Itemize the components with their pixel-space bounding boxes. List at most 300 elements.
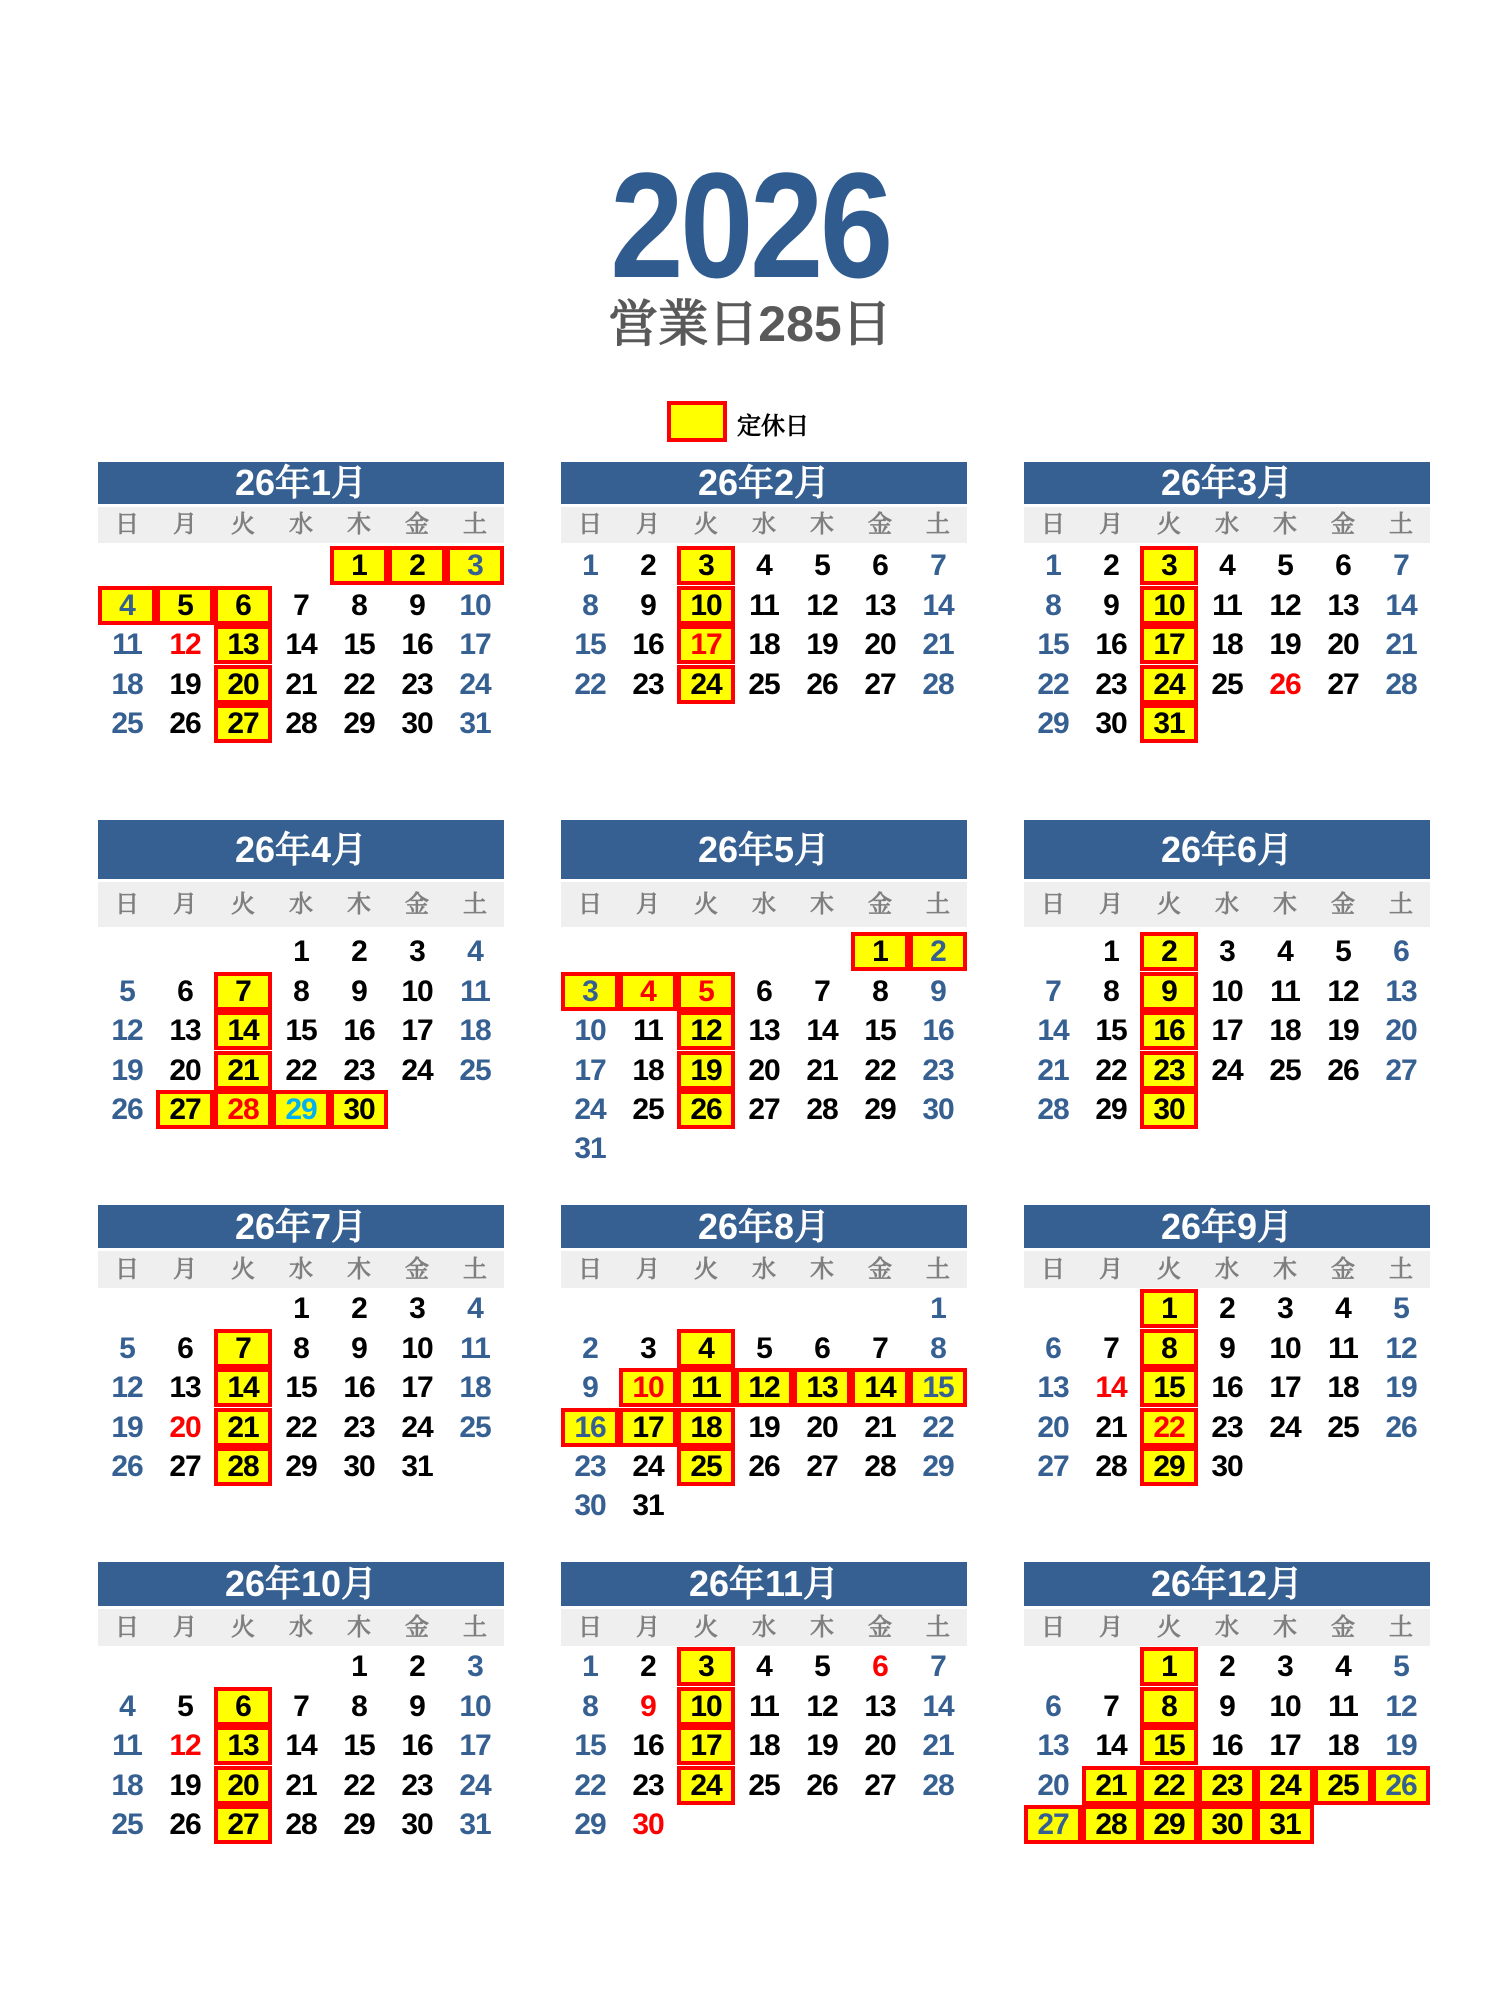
day-cell: 30 bbox=[1095, 706, 1127, 740]
day-cell: 30 bbox=[632, 1807, 664, 1841]
weekday-header-row bbox=[98, 1251, 504, 1288]
day-cell: 18 bbox=[748, 1729, 780, 1763]
closed-day-cell: 14 bbox=[851, 1368, 909, 1407]
day-cell: 8 bbox=[582, 588, 598, 622]
day-cell: 4 bbox=[119, 1689, 135, 1723]
day-cell: 24 bbox=[459, 1768, 491, 1802]
day-cell: 31 bbox=[574, 1132, 606, 1166]
day-cell: 21 bbox=[922, 1729, 954, 1763]
month-title: 26年7月 bbox=[98, 1205, 504, 1248]
day-cell: 25 bbox=[1269, 1053, 1301, 1087]
closed-day-cell: 13 bbox=[214, 1726, 272, 1765]
day-cell: 5 bbox=[814, 1650, 830, 1684]
day-cell: 19 bbox=[1385, 1729, 1417, 1763]
day-cell: 4 bbox=[756, 1650, 772, 1684]
day-cell: 19 bbox=[1385, 1371, 1417, 1405]
day-cell: 19 bbox=[111, 1053, 143, 1087]
day-cell: 5 bbox=[177, 1689, 193, 1723]
day-cell: 15 bbox=[574, 628, 606, 662]
day-cell: 14 bbox=[1385, 588, 1417, 622]
day-cell: 25 bbox=[748, 1768, 780, 1802]
day-cell: 11 bbox=[633, 1014, 663, 1048]
day-cell: 27 bbox=[806, 1449, 838, 1483]
day-cell: 14 bbox=[285, 628, 317, 662]
day-cell: 4 bbox=[467, 935, 483, 969]
weekday-label: 水 bbox=[289, 511, 313, 538]
day-cell: 29 bbox=[1037, 706, 1069, 740]
day-cell: 31 bbox=[632, 1489, 664, 1523]
closed-day-cell: 3 bbox=[677, 546, 735, 585]
weekday-label: 土 bbox=[1389, 891, 1413, 918]
closed-day-cell: 9 bbox=[1140, 972, 1198, 1011]
day-cell: 16 bbox=[1211, 1371, 1243, 1405]
weekday-label: 水 bbox=[752, 1256, 776, 1283]
day-cell: 17 bbox=[1269, 1729, 1301, 1763]
day-cell: 11 bbox=[1328, 1331, 1358, 1365]
month-title: 26年10月 bbox=[98, 1562, 504, 1606]
day-cell: 15 bbox=[285, 1371, 317, 1405]
day-cell: 9 bbox=[351, 974, 367, 1008]
day-cell: 28 bbox=[1385, 667, 1417, 701]
day-cell: 16 bbox=[632, 628, 664, 662]
closed-day-cell: 2 bbox=[388, 546, 446, 585]
day-cell: 6 bbox=[1045, 1331, 1061, 1365]
closed-day-cell: 22 bbox=[1140, 1408, 1198, 1447]
day-cell: 18 bbox=[111, 1768, 143, 1802]
closed-day-cell: 21 bbox=[214, 1408, 272, 1447]
day-cell: 7 bbox=[1045, 974, 1061, 1008]
day-cell: 25 bbox=[111, 1807, 143, 1841]
day-cell: 15 bbox=[864, 1014, 896, 1048]
day-cell: 14 bbox=[1095, 1729, 1127, 1763]
day-cell: 27 bbox=[864, 667, 896, 701]
day-cell: 1 bbox=[582, 1650, 598, 1684]
day-cell: 9 bbox=[640, 1689, 656, 1723]
weekday-label: 月 bbox=[1099, 1614, 1123, 1641]
day-cell: 16 bbox=[632, 1729, 664, 1763]
day-cell: 13 bbox=[864, 588, 896, 622]
day-cell: 19 bbox=[806, 1729, 838, 1763]
day-cell: 29 bbox=[343, 706, 375, 740]
weekday-label: 月 bbox=[173, 1256, 197, 1283]
day-cell: 21 bbox=[285, 667, 317, 701]
day-cell: 24 bbox=[632, 1449, 664, 1483]
closed-day-cell: 14 bbox=[214, 1011, 272, 1050]
closed-day-cell: 30 bbox=[1140, 1090, 1198, 1129]
day-cell: 4 bbox=[467, 1292, 483, 1326]
day-cell: 31 bbox=[459, 1807, 491, 1841]
day-cell: 17 bbox=[574, 1053, 606, 1087]
closed-day-cell: 21 bbox=[214, 1051, 272, 1090]
closed-day-cell: 13 bbox=[793, 1368, 851, 1407]
weekday-label: 金 bbox=[1331, 511, 1355, 538]
day-cell: 16 bbox=[1095, 628, 1127, 662]
day-cell: 7 bbox=[930, 549, 946, 583]
day-cell: 15 bbox=[343, 628, 375, 662]
day-cell: 15 bbox=[343, 1729, 375, 1763]
day-cell: 25 bbox=[459, 1410, 491, 1444]
day-cell: 19 bbox=[806, 628, 838, 662]
day-cell: 20 bbox=[1037, 1768, 1069, 1802]
day-cell: 14 bbox=[922, 1689, 954, 1723]
day-cell: 16 bbox=[401, 1729, 433, 1763]
weekday-label: 土 bbox=[1389, 511, 1413, 538]
closed-day-cell: 4 bbox=[619, 972, 677, 1011]
weekday-label: 火 bbox=[1157, 891, 1181, 918]
day-cell: 10 bbox=[459, 1689, 491, 1723]
closed-day-cell: 31 bbox=[1140, 704, 1198, 743]
day-cell: 12 bbox=[806, 588, 838, 622]
day-cell: 7 bbox=[293, 588, 309, 622]
day-cell: 25 bbox=[1211, 667, 1243, 701]
day-cell: 6 bbox=[1335, 549, 1351, 583]
day-cell: 12 bbox=[1385, 1331, 1417, 1365]
day-cell: 9 bbox=[1219, 1331, 1235, 1365]
month-title: 26年1月 bbox=[98, 462, 504, 504]
day-cell: 11 bbox=[749, 588, 779, 622]
weekday-label: 土 bbox=[926, 891, 950, 918]
day-cell: 25 bbox=[748, 667, 780, 701]
day-cell: 26 bbox=[1327, 1053, 1359, 1087]
day-cell: 10 bbox=[459, 588, 491, 622]
day-cell: 8 bbox=[872, 974, 888, 1008]
day-cell: 20 bbox=[1327, 628, 1359, 662]
day-cell: 27 bbox=[1327, 667, 1359, 701]
day-cell: 15 bbox=[1037, 628, 1069, 662]
closed-day-cell: 8 bbox=[1140, 1329, 1198, 1368]
weekday-label: 火 bbox=[1157, 1614, 1181, 1641]
day-cell: 25 bbox=[111, 706, 143, 740]
weekday-label: 日 bbox=[115, 511, 139, 538]
day-cell: 22 bbox=[285, 1410, 317, 1444]
day-cell: 20 bbox=[1037, 1410, 1069, 1444]
day-cell: 23 bbox=[401, 1768, 433, 1802]
closed-day-cell: 3 bbox=[561, 972, 619, 1011]
weekday-label: 木 bbox=[1273, 511, 1297, 538]
day-cell: 3 bbox=[1277, 1292, 1293, 1326]
closed-day-cell: 24 bbox=[677, 1766, 735, 1805]
month-title: 26年6月 bbox=[1024, 820, 1430, 879]
day-cell: 21 bbox=[864, 1410, 896, 1444]
day-cell: 18 bbox=[459, 1014, 491, 1048]
day-cell: 14 bbox=[1037, 1014, 1069, 1048]
day-cell: 8 bbox=[351, 1689, 367, 1723]
day-cell: 21 bbox=[1095, 1410, 1127, 1444]
year-title: 2026 bbox=[610, 141, 890, 309]
day-cell: 26 bbox=[111, 1092, 143, 1126]
weekday-label: 水 bbox=[752, 511, 776, 538]
weekday-label: 月 bbox=[1099, 891, 1123, 918]
closed-day-cell: 27 bbox=[214, 1805, 272, 1844]
closed-day-cell: 2 bbox=[909, 932, 967, 971]
closed-day-cell: 11 bbox=[677, 1368, 735, 1407]
day-cell: 11 bbox=[1212, 588, 1242, 622]
day-cell: 29 bbox=[1095, 1092, 1127, 1126]
weekday-label: 土 bbox=[463, 1614, 487, 1641]
day-cell: 23 bbox=[1211, 1410, 1243, 1444]
weekday-label: 金 bbox=[868, 1614, 892, 1641]
day-cell: 20 bbox=[864, 628, 896, 662]
day-cell: 25 bbox=[632, 1092, 664, 1126]
day-cell: 26 bbox=[806, 667, 838, 701]
day-cell: 5 bbox=[756, 1331, 772, 1365]
closed-day-cell: 17 bbox=[677, 1726, 735, 1765]
closed-day-cell: 28 bbox=[214, 1447, 272, 1486]
weekday-label: 金 bbox=[868, 1256, 892, 1283]
closed-day-cell: 20 bbox=[214, 665, 272, 704]
day-cell: 11 bbox=[112, 1729, 142, 1763]
day-cell: 27 bbox=[864, 1768, 896, 1802]
weekday-label: 火 bbox=[694, 1614, 718, 1641]
weekday-label: 金 bbox=[405, 511, 429, 538]
day-cell: 2 bbox=[351, 1292, 367, 1326]
closed-day-cell: 27 bbox=[214, 704, 272, 743]
day-cell: 8 bbox=[930, 1331, 946, 1365]
day-cell: 8 bbox=[1103, 974, 1119, 1008]
day-cell: 25 bbox=[1327, 1410, 1359, 1444]
weekday-label: 日 bbox=[578, 1256, 602, 1283]
month-title: 26年12月 bbox=[1024, 1562, 1430, 1606]
day-cell: 22 bbox=[1037, 667, 1069, 701]
day-cell: 17 bbox=[401, 1371, 433, 1405]
weekday-label: 月 bbox=[173, 1614, 197, 1641]
day-cell: 21 bbox=[1385, 628, 1417, 662]
day-cell: 9 bbox=[351, 1331, 367, 1365]
day-cell: 28 bbox=[922, 667, 954, 701]
closed-day-cell: 29 bbox=[1140, 1447, 1198, 1486]
day-cell: 20 bbox=[1385, 1014, 1417, 1048]
day-cell: 3 bbox=[1277, 1650, 1293, 1684]
day-cell: 16 bbox=[343, 1371, 375, 1405]
day-cell: 4 bbox=[756, 549, 772, 583]
day-cell: 26 bbox=[169, 706, 201, 740]
day-cell: 28 bbox=[864, 1449, 896, 1483]
weekday-header-row bbox=[98, 507, 504, 543]
day-cell: 11 bbox=[112, 628, 142, 662]
closed-day-cell: 17 bbox=[677, 625, 735, 664]
day-cell: 27 bbox=[1385, 1053, 1417, 1087]
day-cell: 2 bbox=[640, 1650, 656, 1684]
day-cell: 21 bbox=[806, 1053, 838, 1087]
day-cell: 28 bbox=[806, 1092, 838, 1126]
weekday-label: 火 bbox=[694, 511, 718, 538]
day-cell: 29 bbox=[285, 1449, 317, 1483]
day-cell: 30 bbox=[343, 1449, 375, 1483]
day-cell: 10 bbox=[1211, 974, 1243, 1008]
day-cell: 16 bbox=[1211, 1729, 1243, 1763]
day-cell: 29 bbox=[864, 1092, 896, 1126]
day-cell: 17 bbox=[1269, 1371, 1301, 1405]
day-cell: 28 bbox=[1095, 1449, 1127, 1483]
day-cell: 29 bbox=[574, 1807, 606, 1841]
weekday-label: 木 bbox=[347, 891, 371, 918]
closed-day-cell: 15 bbox=[1140, 1726, 1198, 1765]
day-cell: 6 bbox=[814, 1331, 830, 1365]
day-cell: 17 bbox=[459, 1729, 491, 1763]
day-cell: 13 bbox=[169, 1371, 201, 1405]
weekday-header-row bbox=[1024, 1251, 1430, 1288]
weekday-label: 木 bbox=[1273, 1256, 1297, 1283]
day-cell: 19 bbox=[169, 1768, 201, 1802]
weekday-label: 水 bbox=[1215, 511, 1239, 538]
day-cell: 5 bbox=[1277, 549, 1293, 583]
day-cell: 2 bbox=[409, 1650, 425, 1684]
weekday-header-row bbox=[1024, 882, 1430, 927]
closed-day-cell: 1 bbox=[1140, 1647, 1198, 1686]
day-cell: 3 bbox=[640, 1331, 656, 1365]
weekday-label: 土 bbox=[463, 511, 487, 538]
day-cell: 15 bbox=[1095, 1014, 1127, 1048]
weekday-label: 日 bbox=[115, 891, 139, 918]
weekday-label: 金 bbox=[868, 511, 892, 538]
weekday-label: 水 bbox=[289, 1256, 313, 1283]
closed-day-cell: 24 bbox=[1140, 665, 1198, 704]
day-cell: 1 bbox=[1045, 549, 1061, 583]
day-cell: 25 bbox=[459, 1053, 491, 1087]
weekday-header-row bbox=[561, 882, 967, 927]
closed-day-cell: 17 bbox=[1140, 625, 1198, 664]
day-cell: 30 bbox=[401, 1807, 433, 1841]
day-cell: 7 bbox=[1393, 549, 1409, 583]
day-cell: 3 bbox=[409, 935, 425, 969]
weekday-header-row bbox=[561, 1609, 967, 1646]
day-cell: 5 bbox=[119, 974, 135, 1008]
day-cell: 6 bbox=[1045, 1689, 1061, 1723]
day-cell: 6 bbox=[872, 1650, 888, 1684]
day-cell: 21 bbox=[922, 628, 954, 662]
day-cell: 26 bbox=[169, 1807, 201, 1841]
day-cell: 24 bbox=[1269, 1410, 1301, 1444]
day-cell: 11 bbox=[460, 1331, 490, 1365]
day-cell: 22 bbox=[285, 1053, 317, 1087]
weekday-label: 月 bbox=[173, 891, 197, 918]
closed-day-cell: 30 bbox=[330, 1090, 388, 1129]
closed-day-cell: 25 bbox=[1314, 1766, 1372, 1805]
day-cell: 8 bbox=[293, 1331, 309, 1365]
day-cell: 29 bbox=[343, 1807, 375, 1841]
day-cell: 19 bbox=[748, 1410, 780, 1444]
day-cell: 16 bbox=[343, 1014, 375, 1048]
weekday-label: 木 bbox=[1273, 891, 1297, 918]
day-cell: 15 bbox=[574, 1729, 606, 1763]
day-cell: 18 bbox=[459, 1371, 491, 1405]
day-cell: 24 bbox=[574, 1092, 606, 1126]
day-cell: 7 bbox=[814, 974, 830, 1008]
closed-day-cell: 28 bbox=[214, 1090, 272, 1129]
day-cell: 27 bbox=[1037, 1449, 1069, 1483]
day-cell: 5 bbox=[814, 549, 830, 583]
closed-day-cell: 3 bbox=[446, 546, 504, 585]
closed-day-cell: 4 bbox=[677, 1329, 735, 1368]
day-cell: 18 bbox=[1211, 628, 1243, 662]
day-cell: 23 bbox=[343, 1410, 375, 1444]
day-cell: 4 bbox=[1335, 1650, 1351, 1684]
month-title: 26年3月 bbox=[1024, 462, 1430, 504]
weekday-label: 金 bbox=[1331, 1256, 1355, 1283]
day-cell: 7 bbox=[293, 1689, 309, 1723]
day-cell: 12 bbox=[111, 1371, 143, 1405]
day-cell: 12 bbox=[1385, 1689, 1417, 1723]
day-cell: 12 bbox=[169, 628, 201, 662]
weekday-label: 日 bbox=[1041, 1614, 1065, 1641]
weekday-label: 日 bbox=[578, 1614, 602, 1641]
weekday-label: 木 bbox=[347, 1614, 371, 1641]
day-cell: 14 bbox=[806, 1014, 838, 1048]
day-cell: 9 bbox=[409, 588, 425, 622]
closed-day-cell: 14 bbox=[214, 1368, 272, 1407]
weekday-label: 水 bbox=[289, 1614, 313, 1641]
legend-closed-label: 定休日 bbox=[737, 413, 809, 440]
day-cell: 13 bbox=[864, 1689, 896, 1723]
day-cell: 9 bbox=[409, 1689, 425, 1723]
weekday-label: 月 bbox=[636, 1256, 660, 1283]
day-cell: 13 bbox=[169, 1014, 201, 1048]
weekday-label: 土 bbox=[463, 1256, 487, 1283]
closed-day-cell: 25 bbox=[677, 1447, 735, 1486]
day-cell: 1 bbox=[582, 549, 598, 583]
weekday-label: 木 bbox=[810, 1614, 834, 1641]
day-cell: 14 bbox=[1095, 1371, 1127, 1405]
weekday-label: 土 bbox=[1389, 1614, 1413, 1641]
closed-day-cell: 10 bbox=[677, 1687, 735, 1726]
weekday-label: 土 bbox=[1389, 1256, 1413, 1283]
day-cell: 4 bbox=[1335, 1292, 1351, 1326]
weekday-label: 火 bbox=[1157, 1256, 1181, 1283]
closed-day-cell: 1 bbox=[330, 546, 388, 585]
day-cell: 9 bbox=[582, 1371, 598, 1405]
day-cell: 24 bbox=[401, 1053, 433, 1087]
day-cell: 26 bbox=[111, 1449, 143, 1483]
day-cell: 28 bbox=[285, 706, 317, 740]
weekday-label: 木 bbox=[347, 511, 371, 538]
day-cell: 12 bbox=[111, 1014, 143, 1048]
month-title: 26年4月 bbox=[98, 820, 504, 879]
day-cell: 2 bbox=[582, 1331, 598, 1365]
day-cell: 31 bbox=[459, 706, 491, 740]
day-cell: 22 bbox=[1095, 1053, 1127, 1087]
day-cell: 15 bbox=[285, 1014, 317, 1048]
weekday-label: 金 bbox=[868, 891, 892, 918]
weekday-label: 木 bbox=[810, 511, 834, 538]
legend-closed-swatch bbox=[667, 401, 727, 442]
closed-day-cell: 26 bbox=[677, 1090, 735, 1129]
weekday-header-row bbox=[98, 882, 504, 927]
day-cell: 5 bbox=[1335, 935, 1351, 969]
day-cell: 18 bbox=[632, 1053, 664, 1087]
day-cell: 18 bbox=[748, 628, 780, 662]
day-cell: 10 bbox=[401, 1331, 433, 1365]
closed-day-cell: 6 bbox=[214, 1687, 272, 1726]
closed-day-cell: 29 bbox=[1140, 1805, 1198, 1844]
day-cell: 9 bbox=[1103, 588, 1119, 622]
closed-day-cell: 29 bbox=[272, 1090, 330, 1129]
day-cell: 17 bbox=[401, 1014, 433, 1048]
day-cell: 23 bbox=[401, 667, 433, 701]
day-cell: 23 bbox=[922, 1053, 954, 1087]
day-cell: 22 bbox=[922, 1410, 954, 1444]
day-cell: 6 bbox=[1393, 935, 1409, 969]
weekday-label: 金 bbox=[1331, 1614, 1355, 1641]
weekday-label: 日 bbox=[1041, 1256, 1065, 1283]
day-cell: 22 bbox=[343, 667, 375, 701]
day-cell: 22 bbox=[574, 667, 606, 701]
day-cell: 13 bbox=[1037, 1729, 1069, 1763]
closed-day-cell: 10 bbox=[677, 586, 735, 625]
day-cell: 5 bbox=[1393, 1292, 1409, 1326]
closed-day-cell: 16 bbox=[561, 1408, 619, 1447]
day-cell: 30 bbox=[922, 1092, 954, 1126]
closed-day-cell: 15 bbox=[909, 1368, 967, 1407]
